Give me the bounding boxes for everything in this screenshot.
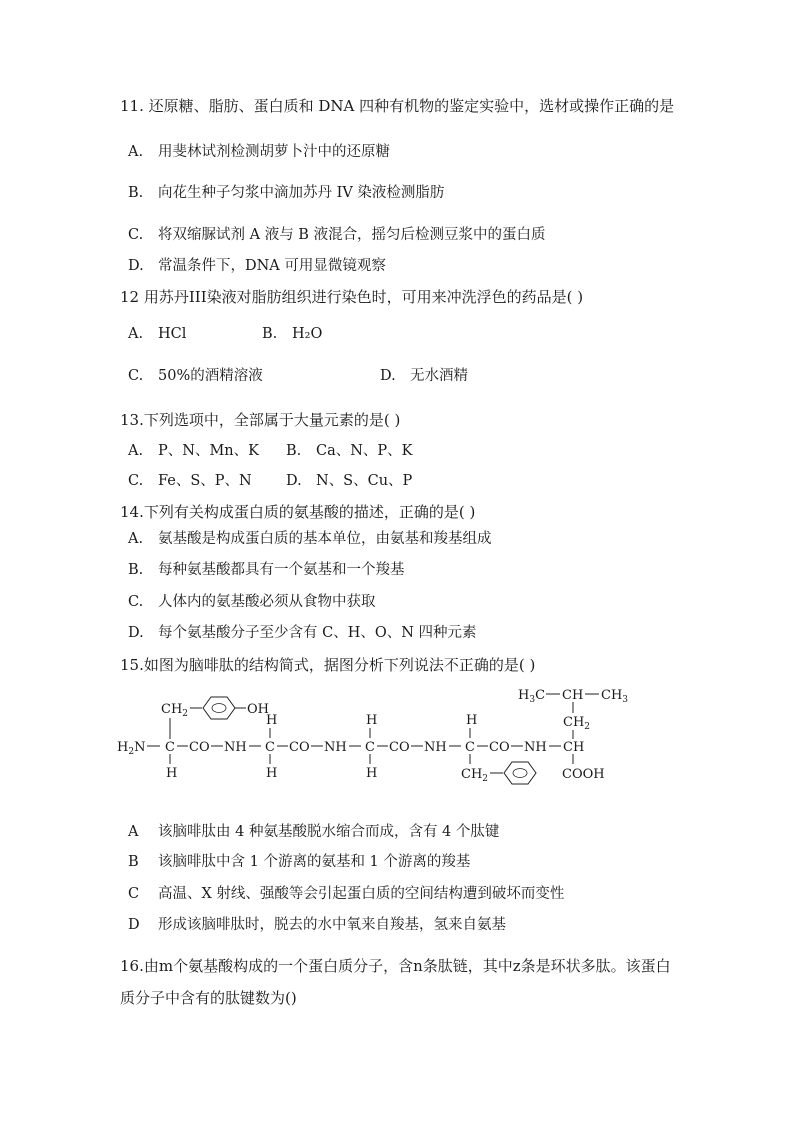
benzene-ring-icon bbox=[203, 697, 235, 719]
q11-option-a: A. 用斐林试剂检测胡萝卜汁中的还原糖 bbox=[128, 144, 390, 160]
svg-text:NH: NH bbox=[424, 740, 447, 755]
q14-option-c: C. 人体内的氨基酸必须从食物中获取 bbox=[128, 594, 376, 610]
svg-text:H2N: $H_2N$ bbox=[117, 740, 146, 757]
svg-text:C: C bbox=[365, 740, 375, 755]
svg-text:H: H bbox=[266, 713, 278, 728]
svg-text:C: C bbox=[465, 740, 475, 755]
q15-option-a: A 该脑啡肽由 4 种氨基酸脱水缩合而成，含有 4 个肽键 bbox=[128, 824, 500, 840]
q15-option-d: D 形成该脑啡肽时，脱去的水中氧来自羧基，氢来自氨基 bbox=[128, 917, 506, 933]
svg-text:C: C bbox=[265, 740, 275, 755]
svg-text:CO: CO bbox=[289, 740, 310, 755]
q12-option-d: D. 无水酒精 bbox=[380, 368, 468, 384]
formula-c: C bbox=[535, 688, 546, 703]
q14-option-d: D. 每个氨基酸分子至少含有 C、H、O、N 四种元素 bbox=[128, 625, 477, 641]
enkephalin-structure-formula bbox=[115, 683, 635, 793]
svg-text:NH: NH bbox=[224, 740, 247, 755]
svg-text:CO: CO bbox=[389, 740, 410, 755]
svg-text:CH2: $CH_2$ bbox=[161, 702, 189, 719]
svg-text:NH: NH bbox=[524, 740, 547, 755]
q12-option-b: B. H₂O bbox=[262, 326, 323, 342]
question-13-stem: 13.下列选项中，全部属于大量元素的是( ) bbox=[120, 411, 401, 429]
q12-option-a: A. HCl bbox=[128, 326, 187, 342]
svg-text:CH: CH bbox=[563, 740, 585, 755]
q12-option-c: C. 50%的酒精溶液 bbox=[128, 368, 263, 384]
svg-text:CO: CO bbox=[489, 740, 510, 755]
svg-text:H: H bbox=[266, 766, 278, 781]
q13-option-b: B. Ca、N、P、K bbox=[286, 443, 413, 459]
q11-option-b: B. 向花生种子匀浆中滴加苏丹 IV 染液检测脂肪 bbox=[128, 185, 445, 201]
q13-option-a: A. P、N、Mn、K bbox=[128, 443, 259, 459]
svg-text:CO: CO bbox=[189, 740, 210, 755]
q15-option-b: B 该脑啡肽中含 1 个游离的氨基和 1 个游离的羧基 bbox=[128, 854, 471, 870]
svg-text:NH: NH bbox=[324, 740, 347, 755]
q14-option-b: B. 每种氨基酸都具有一个氨基和一个羧基 bbox=[128, 562, 405, 578]
svg-text:CH3: $CH_3$ bbox=[601, 688, 629, 705]
formula-ch: CH bbox=[562, 688, 584, 703]
question-12-stem: 12 用苏丹III染液对脂肪组织进行染色时，可用来冲洗浮色的药品是( ) bbox=[120, 288, 584, 306]
svg-text:H: H bbox=[466, 713, 478, 728]
formula-cooh: COOH bbox=[562, 767, 605, 782]
svg-text:CH2: $CH_2$ bbox=[461, 767, 489, 784]
q11-option-c: C. 将双缩脲试剂 A 液与 B 液混合，摇匀后检测豆浆中的蛋白质 bbox=[128, 227, 546, 243]
formula-oh: OH bbox=[247, 702, 269, 717]
svg-text:C: C bbox=[165, 740, 175, 755]
q11-option-d: D. 常温条件下，DNA 可用显微镜观察 bbox=[128, 258, 386, 274]
svg-text:H: H bbox=[366, 713, 378, 728]
svg-text:H: H bbox=[366, 766, 378, 781]
question-15-stem: 15.如图为脑啡肽的结构简式，据图分析下列说法不正确的是( ) bbox=[120, 656, 536, 674]
svg-text:H3C: $H_3C$ bbox=[518, 688, 546, 705]
svg-text:H: H bbox=[166, 766, 178, 781]
q13-option-d: D. N、S、Cu、P bbox=[286, 473, 413, 489]
question-16-stem: 16.由m个氨基酸构成的一个蛋白质分子，含n条肽链，其中z条是环状多肽。该蛋白质分子中含有的肽键数为() bbox=[120, 957, 671, 1007]
svg-text:CH2: $CH_2$ bbox=[563, 715, 591, 732]
formula-h: H bbox=[518, 688, 530, 703]
benzene-ring-icon bbox=[504, 762, 536, 784]
q14-option-a: A. 氨基酸是构成蛋白质的基本单位，由氨基和羧基组成 bbox=[128, 531, 492, 547]
q13-option-c: C. Fe、S、P、N bbox=[128, 473, 252, 489]
question-11-stem: 11. 还原糖、脂肪、蛋白质和 DNA 四种有机物的鉴定实验中，选材或操作正确的是 bbox=[120, 97, 675, 115]
question-14-stem: 14.下列有关构成蛋白质的氨基酸的描述，正确的是( ) bbox=[120, 503, 476, 521]
q15-option-c: C 高温、X 射线、强酸等会引起蛋白质的空间结构遭到破坏而变性 bbox=[128, 886, 565, 902]
